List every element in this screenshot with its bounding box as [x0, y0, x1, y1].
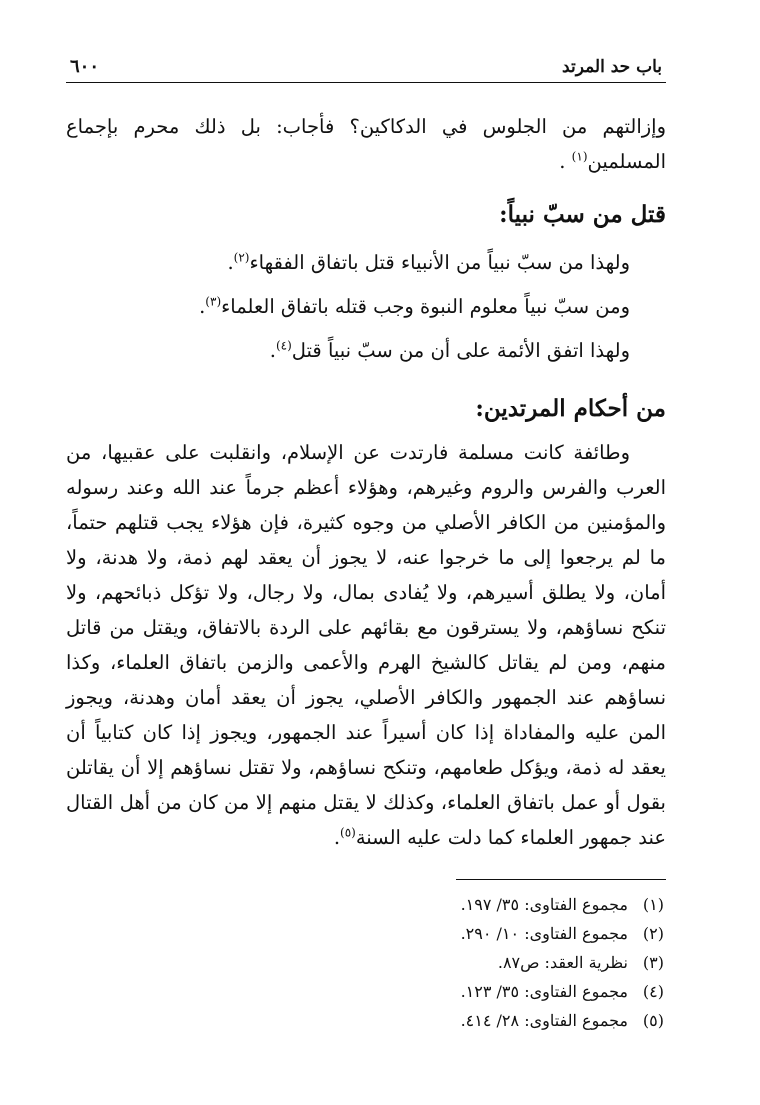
body-text: وطائفة كانت مسلمة فارتدت عن الإسلام، وانقلبت على عقبيها، من العرب والفرس والروم وغيرهم، وهؤلاء أعظم جرماً عند الله وعند رسوله والمؤمنين من الكافر الأصلي من وجوه كثيرة، فإن هؤلاء يجب قتلهم حتماً، ما لم يرجعوا إلى ما خرجوا عنه، لا يجوز أن يعقد لهم ذمة، ولا هدنة، ولا أمان، ولا يطلق أسيرهم، ولا يُفادى بمال، ولا رجال، ولا تؤكل ذبائحهم، ولا تنكح نساؤهم، ولا يسترقون مع بقائهم على الردة بالاتفاق، ويقتل من قاتل منهم، ومن لم يقاتل كالشيخ الهرم والأعمى والزمن باتفاق العلماء، وكذا نساؤهم عند الجمهور والكافر الأصلي، يجوز أن يعقد أمان وهدنة، ويجوز المن عليه والمفاداة إذا كان أسيراً عند الجمهور، ويجوز إذا كان كتابياً أن يعقد له ذمة، ويؤكل طعامهم، وتنكح نساؤهم، ولا تقتل نساؤهم إلا أن يقاتلن بقول أو عمل باتفاق العلماء، وكذلك لا يقتل منهم إلا من كان من أهل القتال عند جمهور العلماء كما دلت عليه السنة	[66, 441, 666, 849]
body-end: .	[333, 826, 341, 849]
section-heading: من أحكام المرتدين:	[475, 395, 666, 422]
footnote-number: (٤)	[642, 982, 664, 1001]
footnote-item	[66, 1006, 666, 1035]
statement-end: .	[269, 339, 276, 362]
footnote-number: (٢)	[642, 924, 664, 943]
footnote-ref[interactable]: (١)	[571, 149, 588, 164]
footnote-text: مجموع الفتاوى: ٢٨/ ٤١٤.	[460, 1011, 628, 1030]
footnote-ref[interactable]: (٣)	[205, 294, 222, 309]
footnotes-list	[66, 890, 666, 1035]
statement	[66, 329, 666, 373]
footnote-number: (١)	[642, 895, 664, 914]
intro-text: وإزالتهم من الجلوس في الدكاكين؟ فأجاب: بل ذلك محرم بإجماع المسلمين	[66, 115, 666, 173]
statement	[66, 285, 666, 329]
footnote-item	[66, 919, 666, 948]
statement-text: ولهذا اتفق الأئمة على أن من سبّ نبياً قتل	[291, 339, 630, 362]
page-number: ٦٠٠	[70, 56, 100, 77]
footnote-number: (٥)	[642, 1011, 664, 1030]
intro-paragraph	[66, 109, 666, 179]
section-heading: قتل من سبّ نبياً:	[499, 201, 666, 228]
footnote-ref[interactable]: (٢)	[233, 250, 250, 265]
footnote-divider	[456, 879, 666, 880]
chapter-title: باب حد المرتد	[562, 57, 662, 77]
statement	[66, 241, 666, 285]
footnote-ref[interactable]: (٤)	[275, 338, 292, 353]
statement-end: .	[199, 295, 206, 318]
section-statements	[66, 241, 666, 373]
footnote-text: مجموع الفتاوى: ٣٥/ ١٢٣.	[460, 982, 628, 1001]
book-page	[66, 50, 666, 1035]
body-paragraph	[66, 435, 666, 855]
footnote-ref[interactable]: (٥)	[340, 825, 356, 840]
footnote-item	[66, 977, 666, 1006]
footnote-number: (٣)	[642, 953, 664, 972]
statement-text: ومن سبّ نبياً معلوم النبوة وجب قتله باتفاق العلماء	[221, 295, 630, 318]
footnote-text: مجموع الفتاوى: ١٠/ ٢٩٠.	[460, 924, 628, 943]
footnote-item	[66, 890, 666, 919]
intro-end: .	[559, 150, 566, 173]
footnote-text: مجموع الفتاوى: ٣٥/ ١٩٧.	[460, 895, 628, 914]
footnote-item	[66, 948, 666, 977]
footnote-text: نظرية العقد: ص٨٧.	[497, 953, 628, 972]
statement-end: .	[227, 251, 234, 274]
running-header	[66, 50, 666, 83]
statement-text: ولهذا من سبّ نبياً من الأنبياء قتل باتفاق الفقهاء	[249, 251, 630, 274]
